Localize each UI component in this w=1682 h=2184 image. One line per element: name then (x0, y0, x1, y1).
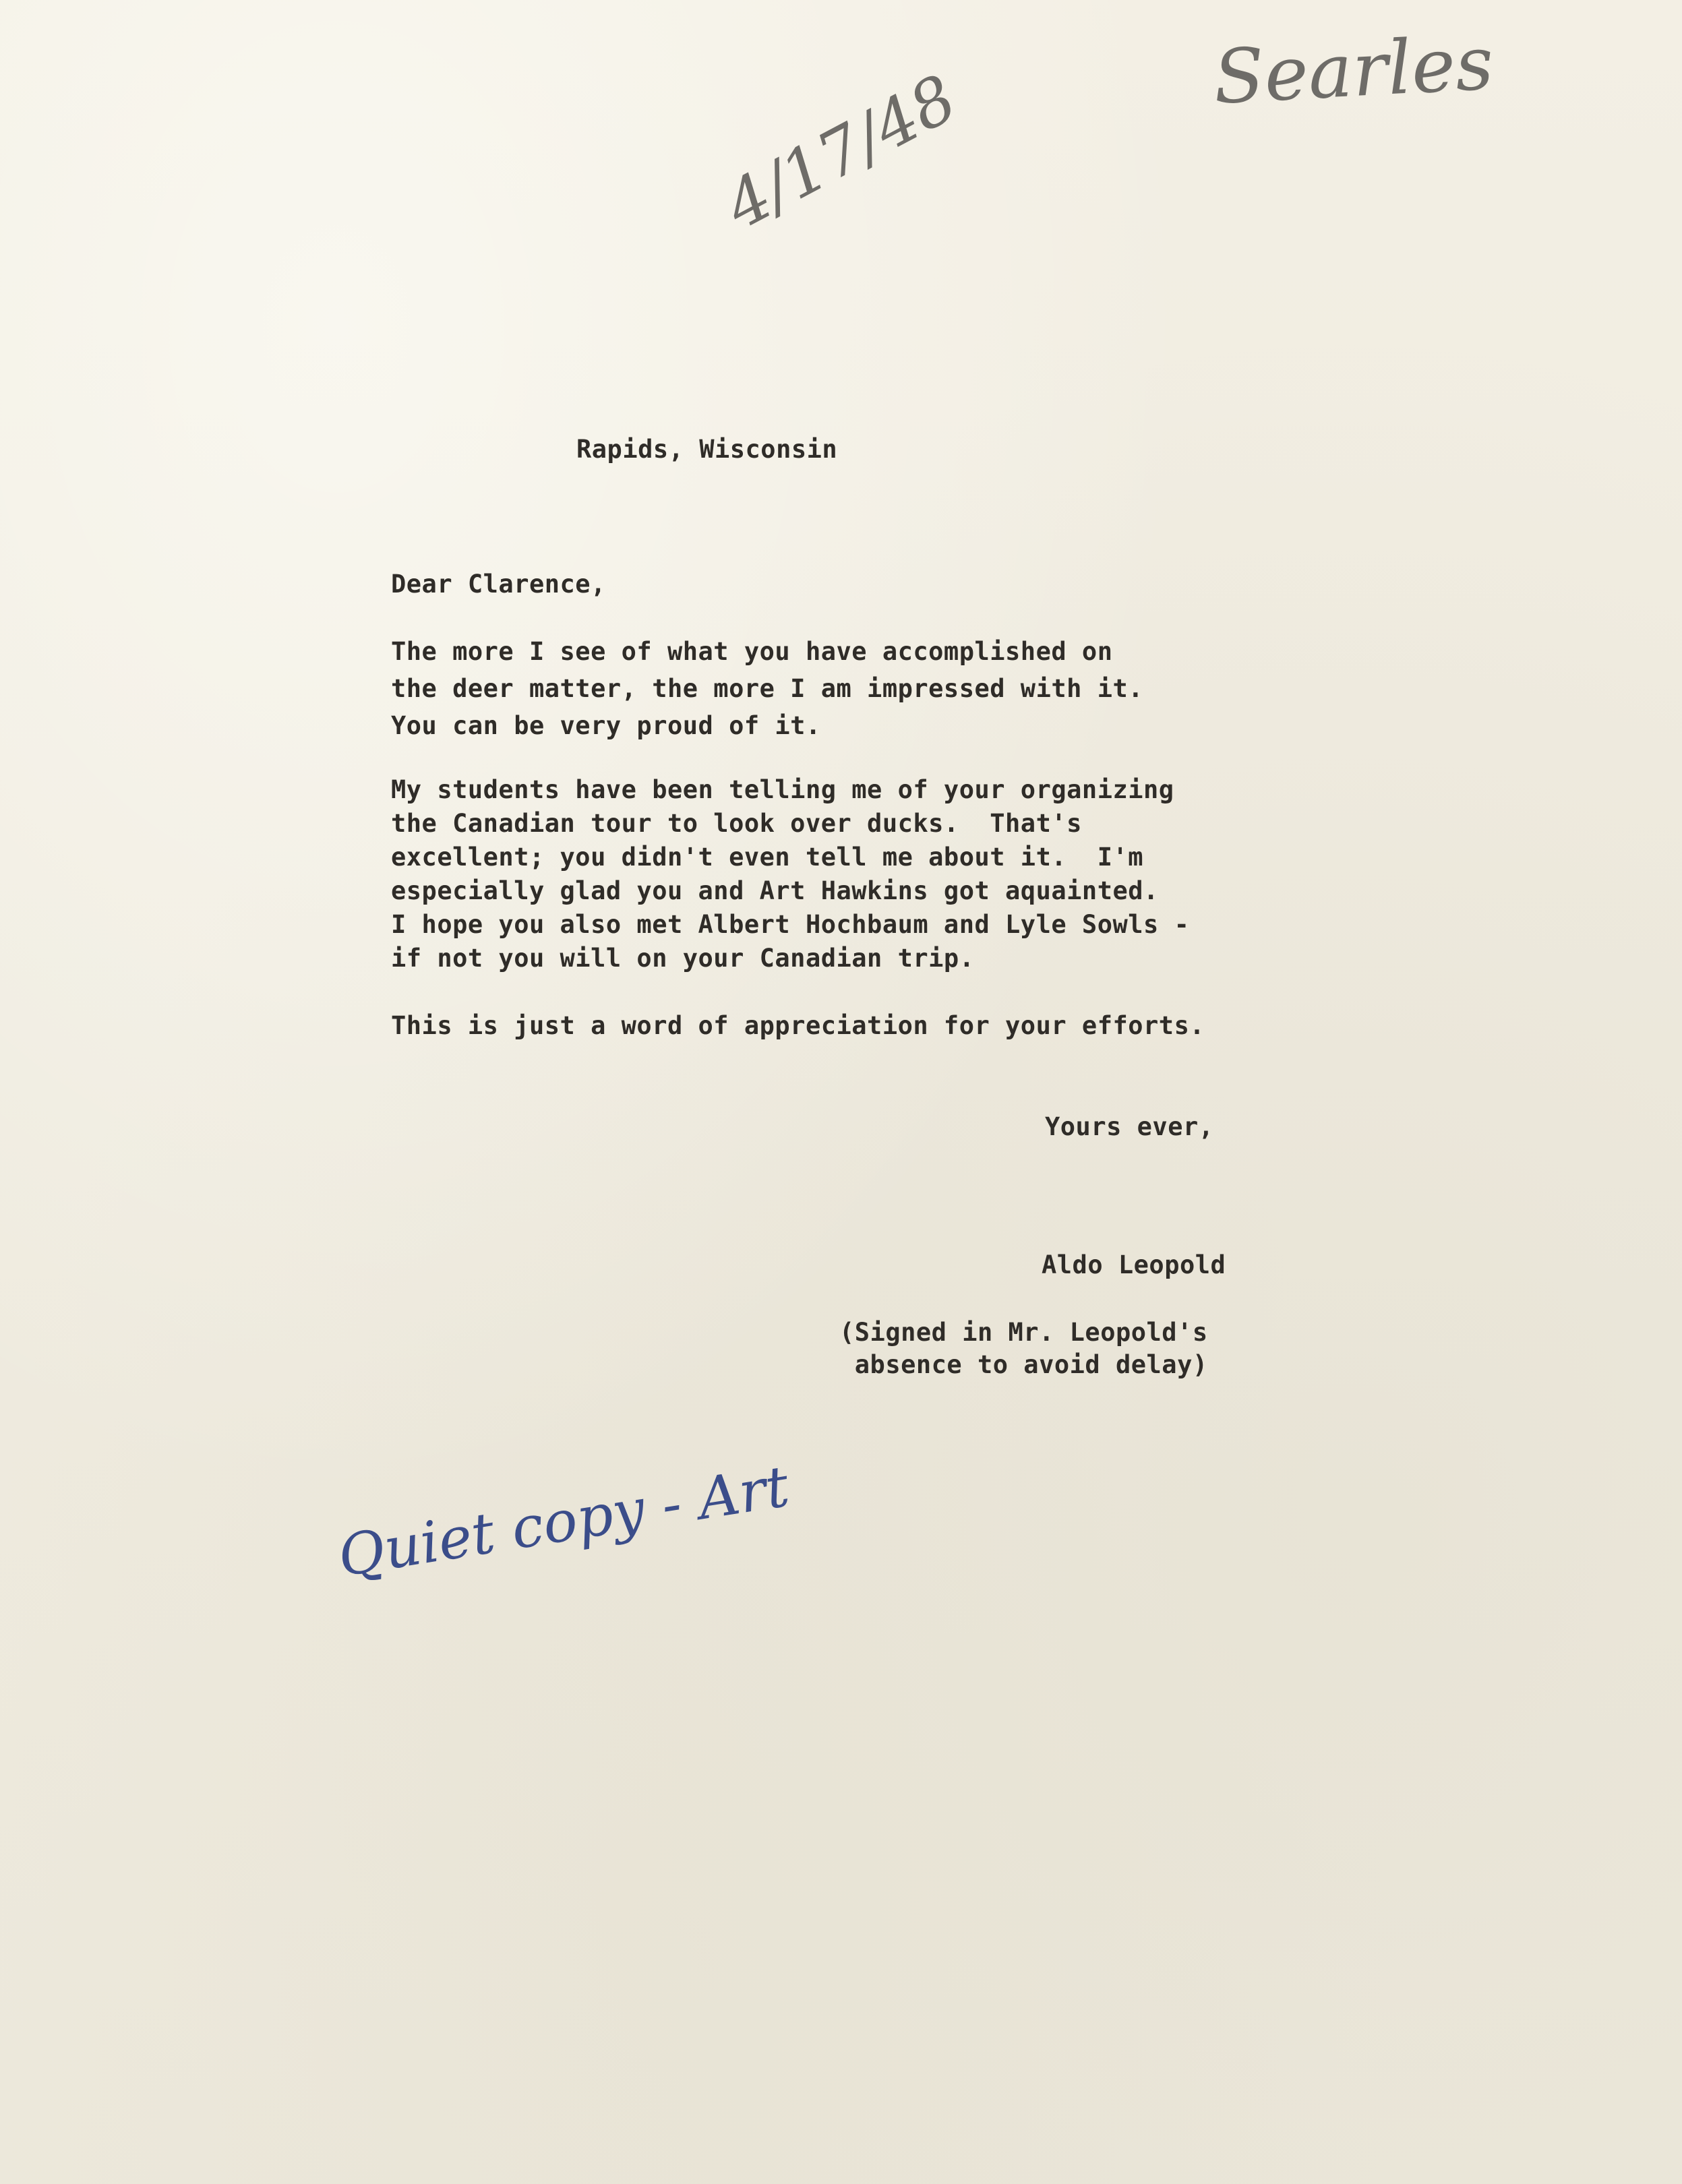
paragraph-line: especially glad you and Art Hawkins got aquainted. (391, 876, 1159, 905)
paragraph-line: excellent; you didn't even tell me about it. I'm (391, 843, 1144, 872)
letter-closing: Yours ever, (1045, 1112, 1214, 1141)
paragraph-line: I hope you also met Albert Hochbaum and Lyle Sowls - (391, 910, 1190, 939)
paragraph-line: the Canadian tour to look over ducks. That's (391, 809, 1082, 838)
handwritten-date: 4/17/48 (713, 60, 969, 244)
paragraph-line: The more I see of what you have accomplished on (391, 637, 1113, 666)
paragraph-line: the deer matter, the more I am impressed with it. (391, 674, 1144, 703)
note-line: absence to avoid delay) (839, 1350, 1208, 1379)
letter-place: Rapids, Wisconsin (576, 435, 838, 464)
handwritten-copy-note: Quiet copy - Art (333, 1453, 793, 1589)
paragraph-line: This is just a word of appreciation for your efforts. (391, 1011, 1205, 1040)
handwritten-recipient-note: Searles (1211, 20, 1496, 121)
paragraph-line: My students have been telling me of your organizing (391, 775, 1174, 804)
paragraph-line: if not you will on your Canadian trip. (391, 944, 975, 973)
note-line: (Signed in Mr. Leopold's (839, 1318, 1208, 1347)
paragraph-line: You can be very proud of it. (391, 711, 821, 740)
letter-salutation: Dear Clarence, (391, 570, 606, 599)
letter-signature: Aldo Leopold (1042, 1250, 1226, 1279)
